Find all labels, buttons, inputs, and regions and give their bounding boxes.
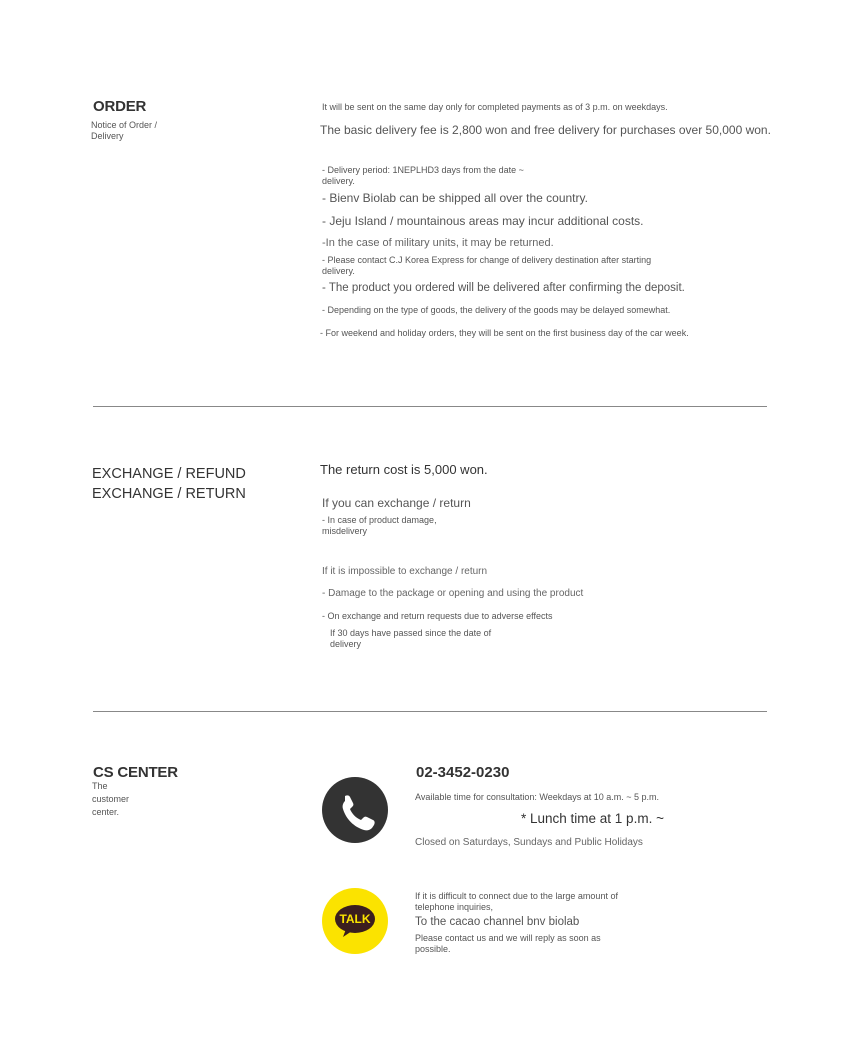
divider-exchange xyxy=(93,711,767,712)
order-item-delay: - Depending on the type of goods, the delivery of the goods may be delayed somewhat. xyxy=(322,305,671,315)
cs-phone-number[interactable]: 02-3452-0230 xyxy=(416,764,510,781)
cs-talk-reply: Please contact us and we will reply as soon as possible. xyxy=(415,933,601,954)
talk-label: TALK xyxy=(339,912,371,926)
phone-icon xyxy=(322,777,388,843)
order-item-period: - Delivery period: 1NEPLHD3 days from the date ~ delivery. xyxy=(322,165,524,186)
talk-bubble-icon xyxy=(322,888,388,954)
divider-order xyxy=(93,406,767,407)
exchange-title-return: EXCHANGE / RETURN xyxy=(92,486,246,502)
exchange-can-heading: If you can exchange / return xyxy=(322,496,471,510)
exchange-can-item: - In case of product damage, misdelivery xyxy=(322,515,437,536)
cs-hours: Available time for consultation: Weekdays at 10 a.m. ~ 5 p.m. xyxy=(415,792,660,802)
cs-title: CS CENTER xyxy=(93,764,178,781)
order-line-same-day: It will be sent on the same day only for completed payments as of 3 p.m. on weekdays. xyxy=(322,102,668,112)
order-item-jeju: - Jeju Island / mountainous areas may incur additional costs. xyxy=(322,214,644,228)
order-item-deposit: - The product you ordered will be delivered after confirming the deposit. xyxy=(322,282,685,294)
exchange-cannot-item-damage: - Damage to the package or opening and using the product xyxy=(322,588,584,599)
order-item-cj-express: - Please contact C.J Korea Express for change of delivery destination after starting delivery. xyxy=(322,255,652,276)
cs-talk-note: If it is difficult to connect due to the large amount of telephone inquiries, xyxy=(415,891,618,912)
order-item-weekend: - For weekend and holiday orders, they will be sent on the first business day of the car week. xyxy=(320,328,689,338)
order-line-delivery-fee: The basic delivery fee is 2,800 won and free delivery for purchases over 50,000 won. xyxy=(320,123,771,137)
exchange-cannot-item-30days: If 30 days have passed since the date of delivery xyxy=(330,628,492,649)
order-item-military: -In the case of military units, it may be returned. xyxy=(322,237,554,249)
order-subtitle: Notice of Order / Delivery xyxy=(91,120,158,141)
cs-subtitle: The customer center. xyxy=(92,781,130,817)
cs-lunch: * Lunch time at 1 p.m. ~ xyxy=(521,811,664,826)
kakao-talk-icon[interactable] xyxy=(322,888,388,954)
exchange-title-refund: EXCHANGE / REFUND xyxy=(92,466,246,482)
exchange-return-cost: The return cost is 5,000 won. xyxy=(320,462,488,477)
cs-talk-channel[interactable]: To the cacao channel bnv biolab xyxy=(415,916,580,928)
exchange-cannot-heading: If it is impossible to exchange / return xyxy=(322,566,488,577)
exchange-cannot-item-effects: - On exchange and return requests due to adverse effects xyxy=(322,611,553,621)
cs-closed: Closed on Saturdays, Sundays and Public Holidays xyxy=(415,837,643,848)
order-item-nationwide: - Bienv Biolab can be shipped all over the country. xyxy=(322,191,588,205)
order-title: ORDER xyxy=(93,98,147,115)
phone-icon-glyph xyxy=(322,777,388,843)
